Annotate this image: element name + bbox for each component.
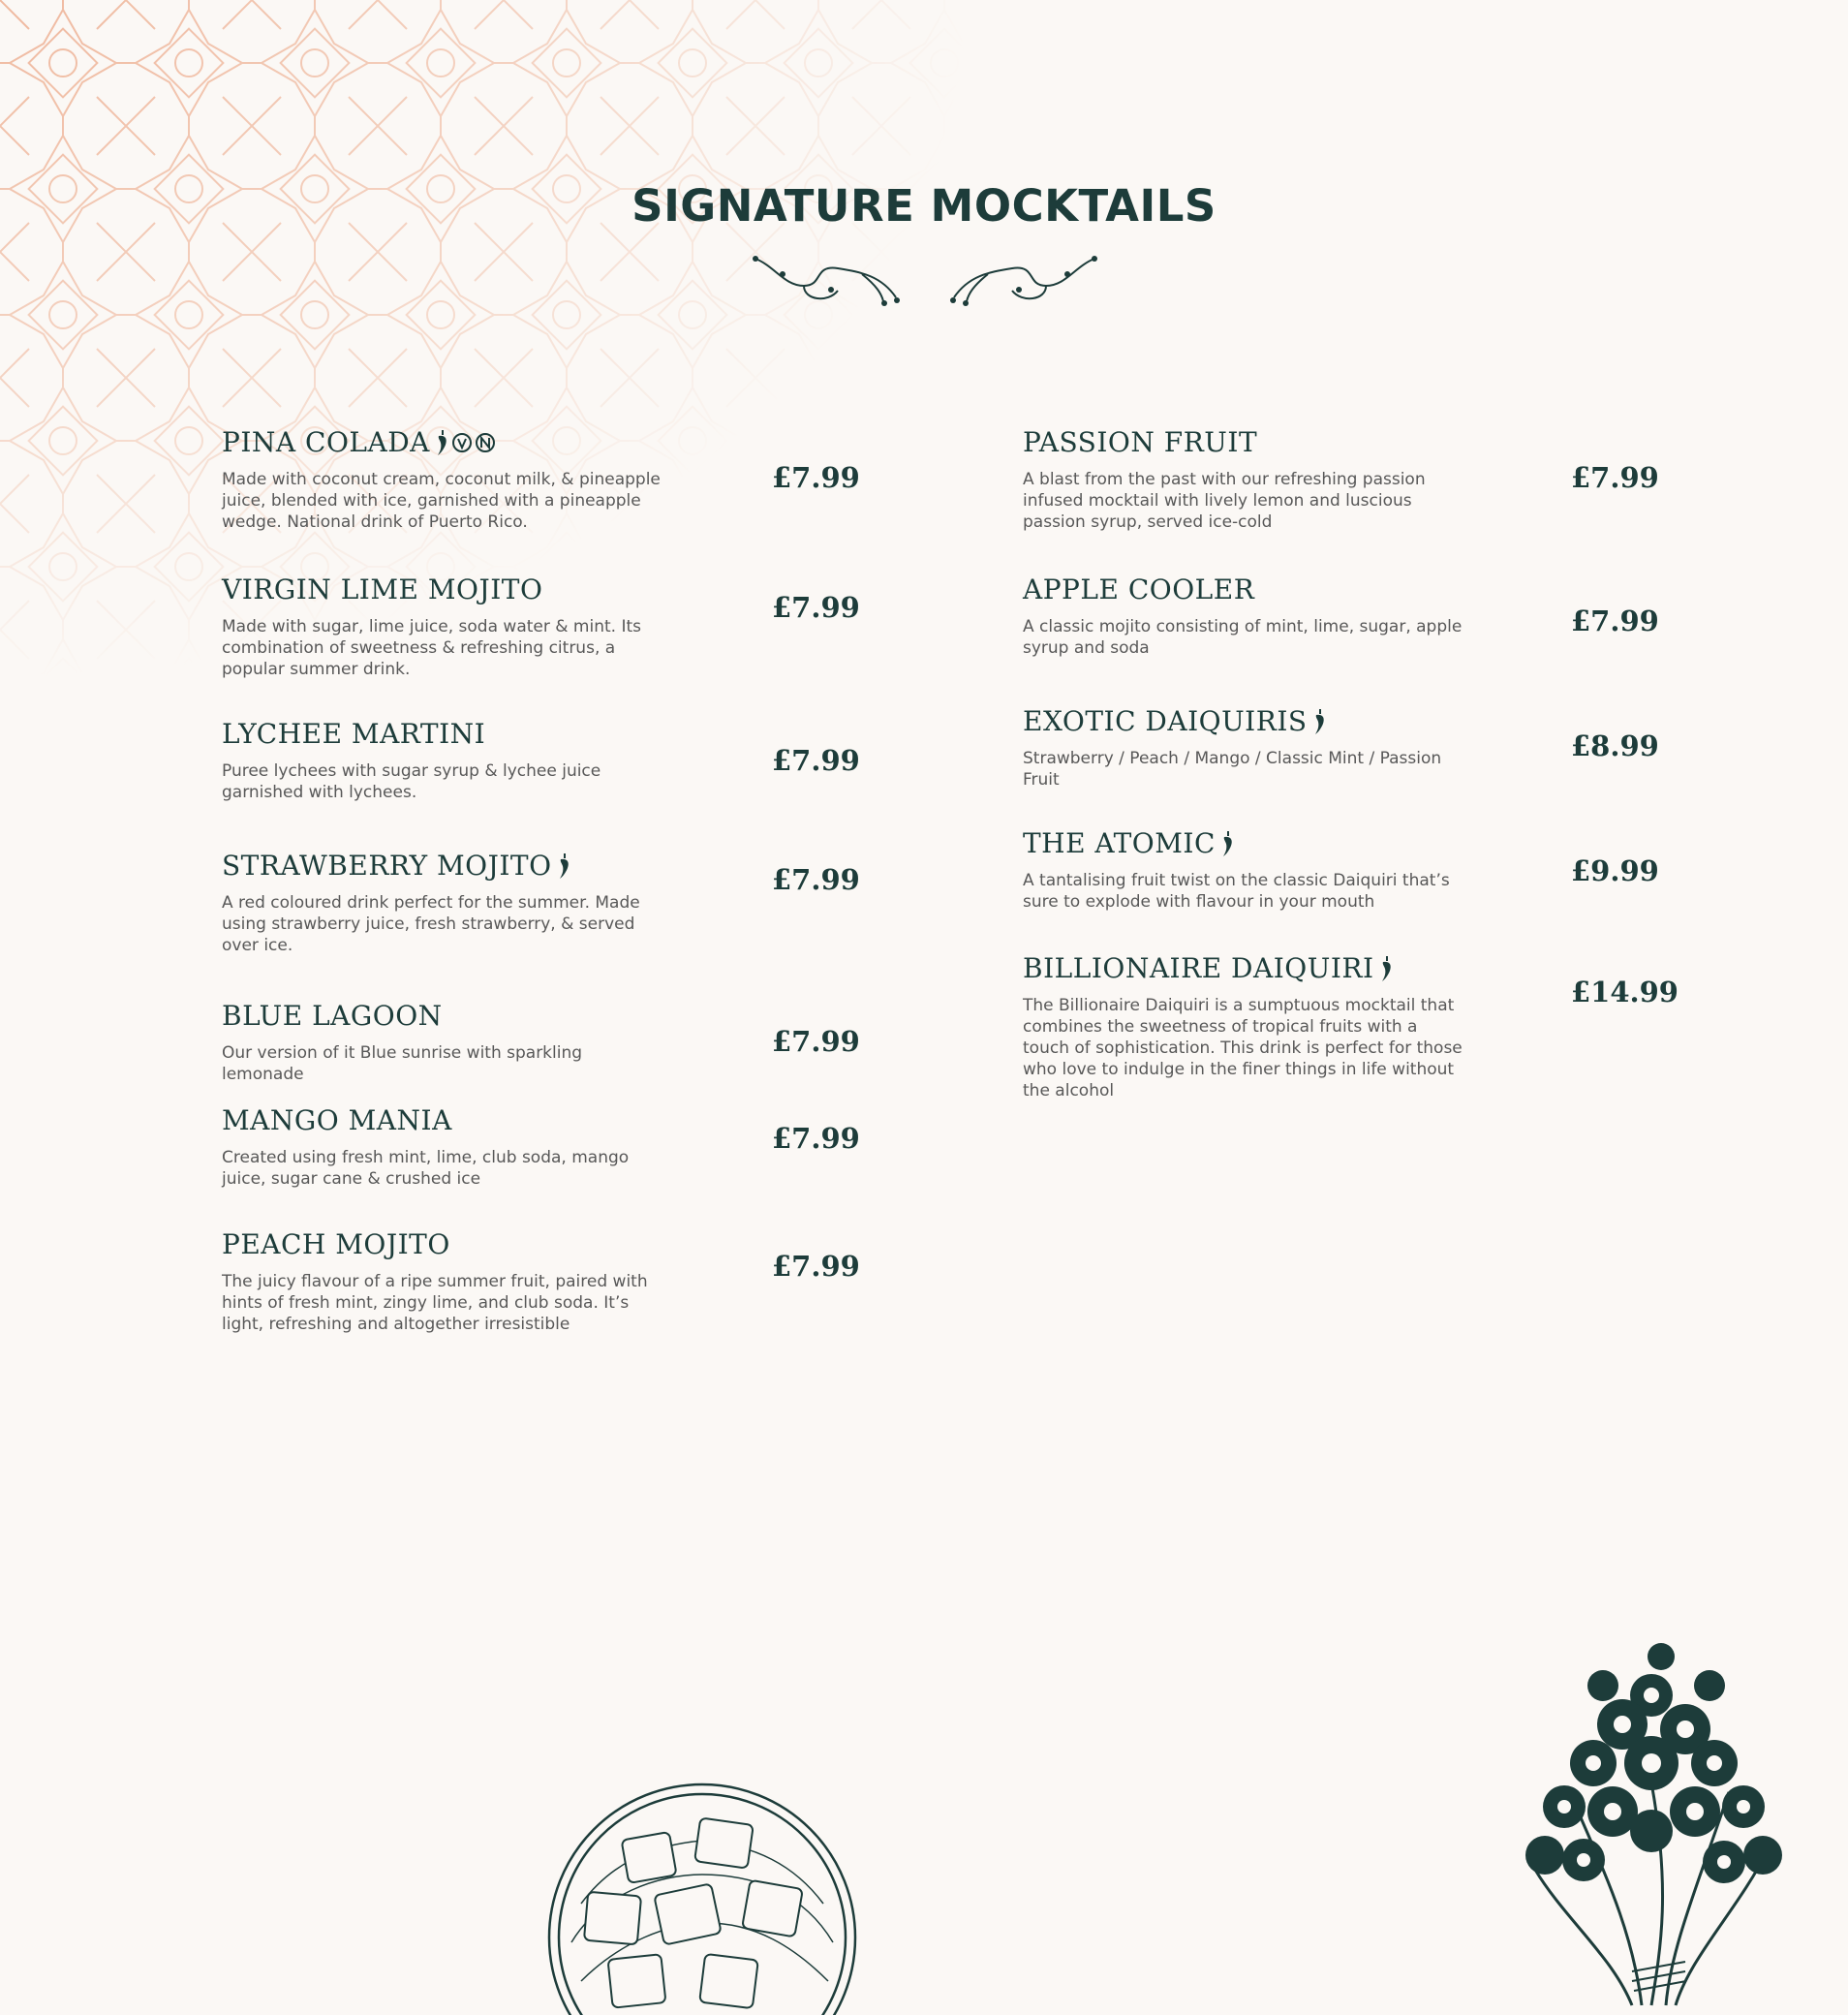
menu-item (222, 426, 880, 533)
menu-item-price: £7.99 (772, 591, 860, 624)
dietary-icons (1221, 830, 1235, 857)
menu-item-description: A red coloured drink perfect for the summer. Made using strawberry juice, fresh strawberry, & served over ice. (222, 893, 640, 955)
chili-icon (1380, 955, 1394, 982)
menu-item (1023, 705, 1681, 790)
bowl-illustration (542, 1778, 862, 2015)
menu-item-description: A tantalising fruit twist on the classic Daiquiri that’s sure to explode with flavour in your mouth (1023, 871, 1450, 912)
menu-item-name-text: LYCHEE MARTINI (222, 718, 486, 750)
chili-icon (1221, 830, 1235, 857)
nuts-icon (475, 432, 496, 453)
vegetarian-icon (451, 432, 473, 453)
menu-item-description: A blast from the past with our refreshing passion infused mocktail with lively lemon and luscious passion syrup, served ice-cold (1023, 470, 1426, 532)
menu-item-description: A classic mojito consisting of mint, lime, sugar, apple syrup and soda (1023, 617, 1463, 658)
menu-item-name-text: STRAWBERRY MOJITO (222, 850, 552, 882)
herb-bunch-illustration (1506, 1637, 1797, 2015)
flourish-ornament (746, 247, 1104, 315)
menu-item (222, 850, 880, 956)
menu-item-name-text: VIRGIN LIME MOJITO (222, 574, 543, 605)
chili-icon (558, 852, 571, 880)
menu-item-price: £7.99 (1571, 604, 1659, 637)
menu-item-price: £7.99 (772, 744, 860, 777)
menu-item-description: Our version of it Blue sunrise with sparkling lemonade (222, 1043, 583, 1084)
menu-item-name-text: PINA COLADA (222, 426, 430, 458)
menu-item-name (222, 426, 880, 459)
menu-item-description: Made with coconut cream, coconut milk, & pineapple juice, blended with ice, garnished with a pineapple wedge. National drink of Puerto Rico. (222, 470, 661, 532)
menu-item-name-text: THE ATOMIC (1023, 827, 1216, 859)
menu-item-description: The juicy flavour of a ripe summer fruit, paired with hints of fresh mint, zingy lime, and club soda. It’s light, refreshing and altogether irresistible (222, 1272, 648, 1334)
page-title: SIGNATURE MOCKTAILS (631, 180, 1217, 232)
menu-item-price: £8.99 (1571, 729, 1659, 762)
menu-item (1023, 827, 1681, 913)
dietary-icons (436, 429, 496, 456)
menu-item-price: £14.99 (1571, 976, 1679, 1008)
menu-item-price: £7.99 (772, 1250, 860, 1283)
dietary-icons (558, 852, 571, 880)
menu-item-name-text: APPLE COOLER (1023, 574, 1255, 605)
menu-item-description: Made with sugar, lime juice, soda water & mint. Its combination of sweetness & refreshing citrus, a popular summer drink. (222, 617, 641, 679)
dietary-icons (1380, 955, 1394, 982)
chili-icon (436, 429, 449, 456)
menu-item-name (1023, 574, 1681, 606)
menu-item-price: £7.99 (772, 461, 860, 494)
menu-item-price: £9.99 (1571, 854, 1659, 887)
menu-item-name-text: PASSION FRUIT (1023, 426, 1258, 458)
menu-item-price: £7.99 (772, 863, 860, 896)
dietary-icons (1313, 708, 1327, 735)
menu-item-description: Created using fresh mint, lime, club soda, mango juice, sugar cane & crushed ice (222, 1148, 630, 1189)
menu-item-description: Strawberry / Peach / Mango / Classic Mint / Passion Fruit (1023, 749, 1442, 790)
menu-item (222, 574, 880, 680)
menu-item-name-text: PEACH MOJITO (222, 1228, 450, 1260)
menu-item-name-text: BLUE LAGOON (222, 1000, 443, 1032)
menu-item (1023, 426, 1681, 533)
menu-item-name-text: MANGO MANIA (222, 1104, 452, 1136)
menu-item (1023, 574, 1681, 659)
menu-item-price: £7.99 (772, 1025, 860, 1058)
menu-item-description: Puree lychees with sugar syrup & lychee juice garnished with lychees. (222, 761, 601, 802)
menu-item (222, 1228, 880, 1335)
menu-item (222, 1000, 880, 1085)
menu-item (1023, 952, 1681, 1101)
menu-item (222, 718, 880, 803)
menu-item-name (1023, 426, 1681, 459)
menu-item-name-text: EXOTIC DAIQUIRIS (1023, 705, 1308, 737)
menu-item-price: £7.99 (772, 1122, 860, 1155)
chili-icon (1313, 708, 1327, 735)
menu-item-description: The Billionaire Daiquiri is a sumptuous mocktail that combines the sweetness of tropical fruits with a touch of sophistication. This drink is perfect for those who love to indulge in the finer things in life without the alcohol (1023, 996, 1463, 1100)
menu-item-name-text: BILLIONAIRE DAIQUIRI (1023, 952, 1374, 984)
menu-item-price: £7.99 (1571, 461, 1659, 494)
menu-item (222, 1104, 880, 1190)
